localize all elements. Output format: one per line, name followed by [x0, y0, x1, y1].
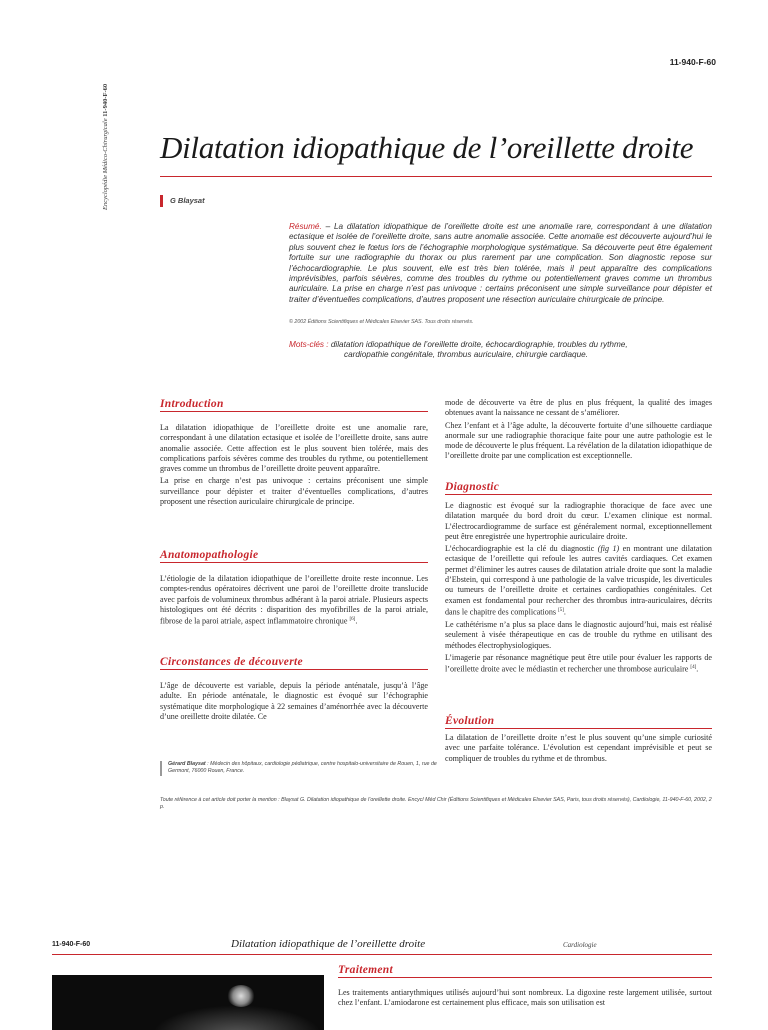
diagnostic-p4-text: L’imagerie par résonance magnétique peut être utile pour évaluer les rapports de l’oreillette droite avec le médiastin et rechercher une thrombose auriculaire — [445, 652, 712, 674]
footnote-author: Gérard Blaysat — [168, 761, 206, 767]
figure-image — [52, 975, 324, 1030]
evolution-rule — [445, 728, 712, 729]
title-rule — [160, 176, 712, 177]
diagnostic-heading: Diagnostic — [445, 481, 500, 493]
introduction-p2: La prise en charge n’est pas univoque : certains préconisent une simple surveillance pour dépister et traiter d’éventuelles complications, d’autres proposent une résection auriculaire chirurgicale de principe. — [160, 476, 428, 507]
anatomo-p1: L’étiologie de la dilatation idiopathique de l’oreillette droite reste inconnue. Les comptes-rendus opératoires décrivent une paroi de l’oreillette droite translucide avec parfois de volumineux thrombus adhérant à la paroi atriale. Plusieurs aspects histologiques ont été décrits : disparition des myofibrilles de la paroi atriale, fibrose de la paroi atriale, aspect inflammatoire chronique [6]. — [160, 574, 428, 626]
circonstances-section — [160, 656, 428, 724]
introduction-section — [160, 398, 428, 509]
citation-reference: Toute référence à cet article doit porter la mention : Blaysat G. Dilatation idiopathique de l’oreillette droite. Encycl Méd Chir (Éditions Scientifiques et Médicales Elsevier SAS, Paris, tous droits réservés), Cardiologie, 11-940-F-60, 2002, 2 p. — [160, 797, 712, 811]
circonstances-continued-p1: mode de découverte va être de plus en plus fréquent, la qualité des images obtenues avant la naissance ne cessant de s’améliorer. — [445, 398, 712, 418]
circonstances-body — [160, 681, 428, 722]
anatomo-body — [160, 574, 428, 627]
diagnostic-p1: Le diagnostic est évoqué sur la radiographie thoracique de face avec une dilatation marquée du bord droit du cœur. L’examen clinique est normal. L’électrocardiogramme de surface est généralement normal, exceptionnellement peut être enregistrée une hypertrophie auriculaire droite. — [445, 501, 712, 541]
introduction-rule — [160, 411, 428, 412]
figure-shadow — [152, 1005, 322, 1030]
anatomo-p1-text: L’étiologie de la dilatation idiopathique de l’oreillette droite reste inconnue. Les comptes-rendus opératoires décrivent une paroi de l’oreillette droite translucide avec parfois de volumineux thrombus adhérant à la paroi atriale. Plusieurs aspects histologiques ont été décrits : disparition des myofibrilles de la paroi atriale, fibrose de la paroi atriale, aspect inflammatoire chronique — [160, 574, 428, 626]
page2-title: Dilatation idiopathique de l’oreillette droite — [231, 938, 426, 950]
traitement-body — [338, 988, 712, 1009]
vertical-article-code: 11-940-F-60 — [102, 83, 109, 117]
vertical-margin-text — [102, 84, 109, 210]
diagnostic-p2b: en montrant une dilatation ectasique de l’oreillette qui refoule les autres cavités cardiaques. Cet examen permet d’éliminer les autres causes de dilatation atriale droite que sont la maladie d’Ebstein, qui correspond à une pathologie de la valve tricuspide, les diverticules ou tumeurs de l’oreillette droite et certaines cardiopathies congénitales. Cet examen est fondamental pour rechercher des thrombus intra-auriculaires, décrits dans le chapitre des complications — [445, 544, 712, 617]
abstract — [289, 222, 712, 305]
evolution-heading: Évolution — [445, 715, 495, 727]
traitement-p1: Les traitements antiarythmiques utilisés aujourd’hui sont nombreux. La digoxine reste largement utilisée, surtout chez l’enfant. L’amiodarone est certainement plus efficace, mais son utilisation est — [338, 988, 712, 1008]
introduction-body — [160, 423, 428, 507]
circonstances-heading: Circonstances de découverte — [160, 656, 303, 668]
abstract-label: Résumé. — [289, 222, 322, 231]
circonstances-p1: L’âge de découverte est variable, depuis la période anténatale, jusqu’à l’âge adulte. En période anténatale, le diagnostic est évoqué sur l’échographie systématique dite morphologique à 22 semaines d’aménorrhée avec la découverte d’une oreillette droite dilatée. Ce — [160, 681, 428, 721]
copyright: © 2002 Éditions Scientifiques et Médicales Elsevier SAS. Tous droits réservés. — [289, 319, 474, 325]
figure-ref-link[interactable]: (fig 1) — [597, 544, 620, 554]
diagnostic-p2a: L’échocardiographie est la clé du diagnostic — [445, 544, 595, 554]
abstract-text: – La dilatation idiopathique de l’oreillette droite est une anomalie rare, correspondant à une dilatation ectasique et isolée de l’oreillette droite, sans autre anomalie associée. Cette anomalie est découverte aujourd’hui le plus souvent chez le fœtus lors de l’échographie morphologique systématique. Sa découverte peut être également fortuite sur une radiographie du thorax ou plus rarement par une complication. Son diagnostic repose sur l’échocardiographie. Le plus souvent, elle est très bien tolérée, mais il peut apparaître des complications imprévisibles, parfois sévères, comme des troubles du rythme ou potentiellement graves comme un thrombus auriculaire. La prise en charge n’est pas univoque : certains préconisent une simple surveillance pour dépister et traiter d’éventuelles complications, d’autres proposent une résection auriculaire chirurgicale de principe. — [289, 222, 712, 304]
evolution-body — [445, 733, 712, 764]
introduction-heading: Introduction — [160, 398, 224, 410]
anatomo-heading: Anatomopathologie — [160, 549, 259, 561]
diagnostic-p3: Le cathétérisme n’a plus sa place dans le diagnostic aujourd’hui, mais est réalisé seulement à visée thérapeutique en cas de trouble du rythme en utilisant des méthodes électrophysiologiques. — [445, 619, 712, 650]
keywords — [289, 340, 712, 361]
diagnostic-body — [445, 501, 712, 675]
diagnostic-ref2: [5] — [558, 607, 564, 613]
author-name: G Blaysat — [170, 196, 205, 205]
introduction-p1: La dilatation idiopathique de l’oreillette droite est une anomalie rare, correspondant à une dilatation ectasique et isolée de l’oreillette droite, sans autre anomalie associée. Cette affection est le plus souvent bien tolérée, mais des complications parfois sévères comme des troubles du rythme, ou potentiellement graves comme un thrombus de l’oreillette droite peuvent apparaître. — [160, 423, 428, 474]
anatomo-section — [160, 549, 428, 629]
circonstances-rule — [160, 669, 428, 670]
article-title: Dilatation idiopathique de l’oreillette droite — [160, 130, 694, 165]
diagnostic-ref4: [4] — [690, 665, 697, 671]
keywords-line2: cardiopathie congénitale, thrombus auriculaire, chirurgie cardiaque. — [344, 350, 588, 360]
traitement-heading: Traitement — [338, 964, 393, 976]
diagnostic-p4: L’imagerie par résonance magnétique peut être utile pour évaluer les rapports de l’oreillette droite avec le médiastin et rechercher une thrombose auriculaire [4]. — [445, 652, 712, 674]
figure-highlight — [227, 985, 255, 1007]
evolution-section — [445, 715, 712, 766]
diagnostic-rule — [445, 494, 712, 495]
vertical-journal-name: Encyclopédie Médico-Chirurgicale — [102, 118, 109, 210]
keywords-label: Mots-clés : — [289, 340, 329, 349]
anatomo-ref: [6] — [349, 617, 356, 623]
traitement-section — [338, 964, 712, 1011]
anatomo-rule — [160, 562, 428, 563]
right-column-top — [445, 398, 712, 464]
keywords-line1: dilatation idiopathique de l’oreillette droite, échocardiographie, troubles du rythme, — [328, 340, 628, 349]
page2-code: 11-940-F-60 — [52, 941, 91, 948]
page2-subject: Cardiologie — [563, 941, 597, 949]
author-marker — [160, 195, 163, 207]
diagnostic-section — [445, 481, 712, 677]
diagnostic-p2: L’échocardiographie est la clé du diagnostic (fig 1) en montrant une dilatation ectasique de l’oreillette qui refoule les autres cavités cardiaques. Cet examen permet d’éliminer les autres causes de dilatation atriale droite que sont la maladie d’Ebstein, qui correspond à une pathologie de la valve tricuspide, les diverticules ou tumeurs de l’oreillette droite et certaines cardiopathies congénitales. Cet examen est fondamental pour rechercher des thrombus intra-auriculaires, décrits dans le chapitre des complications [5]. — [445, 544, 712, 617]
circonstances-continued-p2: Chez l’enfant et à l’âge adulte, la découverte fortuite d’une silhouette cardiaque anormale sur une radiographie thoracique faite pour une autre pathologie est le mode de découverte le plus fréquent. La révélation de la dilatation idiopathique de l’oreillette droite par une complication est exceptionnelle. — [445, 420, 712, 461]
page2-rule — [52, 954, 712, 955]
footnote-affiliation: : Médecin des hôpitaux, cardiologie pédiatrique, centre hospitalo-universitaire de Rouen, 1, rue de Germont, 76000 Rouen, France. — [168, 761, 437, 775]
author-footnote — [160, 761, 448, 776]
evolution-p1: La dilatation de l’oreillette droite n’est le plus souvent qu’une simple curiosité avec une parfaite tolérance. L’évolution est cependant imprévisible et peut se compliquer de troubles du rythme et de thrombus. — [445, 733, 712, 763]
traitement-rule — [338, 977, 712, 978]
article-code-top: 11-940-F-60 — [669, 57, 716, 67]
